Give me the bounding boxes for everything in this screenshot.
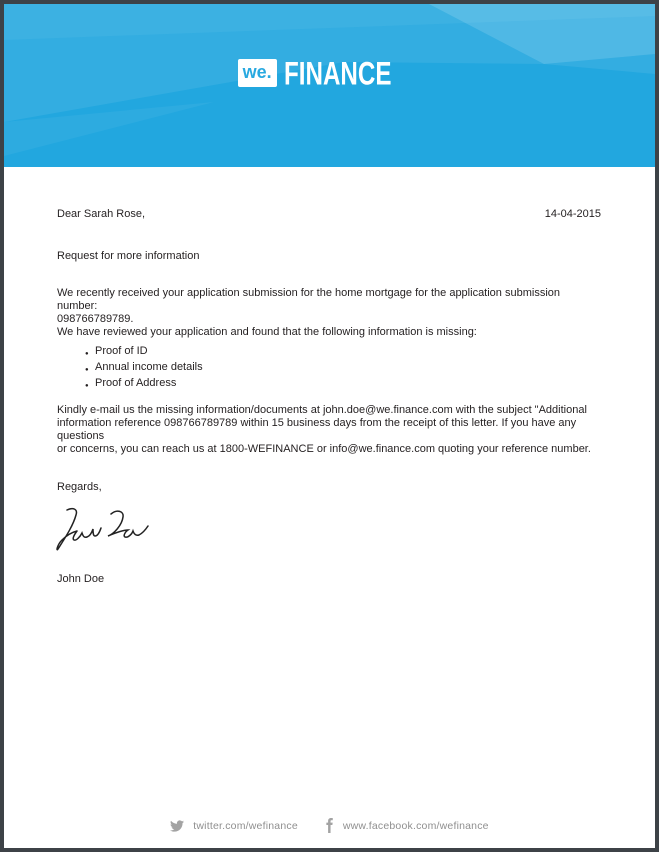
facebook-link[interactable] xyxy=(326,818,489,833)
paragraph-1-line: We have reviewed your application and found that the following information is missing: xyxy=(57,326,477,338)
salutation: Dear Sarah Rose, xyxy=(57,208,146,220)
letter-page xyxy=(4,4,655,848)
missing-items-list xyxy=(57,345,601,390)
footer xyxy=(4,818,655,833)
closing: Regards, xyxy=(57,481,102,493)
twitter-link[interactable] xyxy=(170,820,298,832)
logo xyxy=(4,56,655,90)
subject-line: Request for more information xyxy=(57,250,200,262)
logo-finance-wordmark: FINANCE xyxy=(283,54,392,92)
facebook-icon xyxy=(326,818,334,833)
signature-image xyxy=(53,502,601,558)
paragraph-2-line: information reference 098766789789 within 15 business days from the receipt of this letter. If you have any questions xyxy=(57,417,577,442)
paragraph-2 xyxy=(57,404,601,456)
salutation-row xyxy=(57,208,601,221)
paragraph-1-line: 098766789789. xyxy=(57,313,134,325)
paragraph-1 xyxy=(57,287,601,339)
letter-date: 14-04-2015 xyxy=(544,208,601,220)
letterhead-banner xyxy=(4,4,655,167)
missing-item: ● Proof of ID xyxy=(95,345,601,358)
twitter-icon xyxy=(170,820,184,832)
facebook-link-text: www.facebook.com/wefinance xyxy=(342,819,489,832)
missing-item: ● Proof of Address xyxy=(95,377,601,390)
letter-content xyxy=(4,208,655,586)
logo-we-mark: we. xyxy=(238,59,277,87)
missing-item: ● Annual income details xyxy=(95,361,601,374)
twitter-link-text: twitter.com/wefinance xyxy=(193,819,298,832)
paragraph-2-line: Kindly e-mail us the missing information/documents at john.doe@we.finance.com with the subject "Additional xyxy=(57,404,587,416)
paragraph-2-line: or concerns, you can reach us at 1800-WEFINANCE or info@we.finance.com quoting your reference number. xyxy=(57,443,591,455)
paragraph-1-line: We recently received your application submission for the home mortgage for the application submission number: xyxy=(57,287,560,312)
signer-name: John Doe xyxy=(57,573,105,585)
